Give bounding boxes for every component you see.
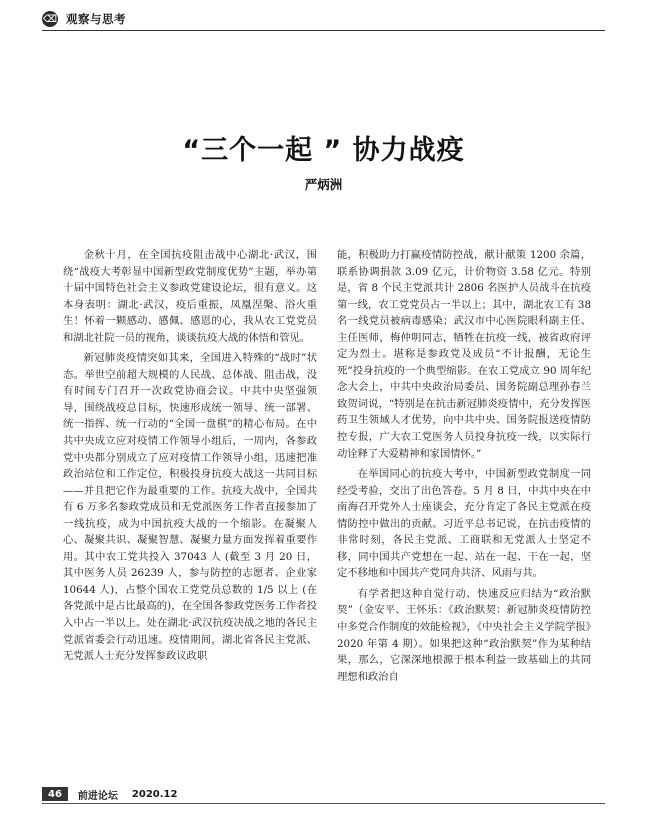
paragraph: 在举国同心的抗疫大考中，中国新型政党制度一同经受考验，交出了出色答卷。5 月 8 日，中共中央在中南海召开党外人士座谈会，充分肯定了各民主党派在疫情防控中做出的贡献。习近平总书记说，在抗击疫情的非常时刻，各民主党派、工商联和无党派人士坚定不移，同中国共产党想在一起、站在一起、干在一起，坚定不移地和中国共产党同舟共济、风雨与共。: [337, 468, 591, 580]
page-header: [42, 8, 126, 30]
journal-name: 前进论坛: [77, 790, 118, 802]
page-number: 46: [42, 787, 68, 801]
article-title: “三个一起 ” 协力战疫: [182, 135, 465, 166]
paragraph-continued: 能，积极助力打赢疫情防控战，献计献策 1200 余篇，联系协调捐款 3.09 亿元，计价物资 3.58 亿元。特别是，省 8 个民主党派共计 2806 名医护人员战斗在抗疫第一线，农工党党员占一半以上；其中，湖北农工有 38 名一线党员被病毒感染；武汉市中心医院眼科副主任、主任医师，梅仲明同志，牺牲在抗疫一线，被省政府评定为烈士。堪称是参政党及成员“不计报酬，无论生死”投身抗疫的一个典型缩影。在农工党成立 90 周年纪念大会上，中共中央政治局委员、国务院副总理孙春兰致贺词说，“特别是在抗击新冠肺炎疫情中，充分发挥医药卫生领域人才优势，向中共中央、国务院报送疫情防控专报，广大农工党医务人员投身抗疫一线，以实际行动诠释了大爱精神和家国情怀。”: [337, 249, 591, 460]
page-footer: [42, 787, 177, 801]
paragraph: 有学者把这种自觉行动、快速反应归结为“政治默契”（金安平、王怀乐：《政治默契：新冠肺炎疫情防控中多党合作制度的效能检视》，《中央社会主义学院学报》2020 年第 4 期）。如果把这种“政治默契”作为某种结果，那么，它深深地根源于根本利益一致基础上的共同理想和政治自: [337, 587, 591, 683]
article-author: 严炳洲: [304, 177, 343, 192]
footer-divider: [42, 803, 605, 804]
header-divider: [42, 30, 605, 31]
paragraph: 新冠肺炎疫情突如其来，全国进入特殊的“战时”状态。举世空前超大规模的人民战、总体战、阻击战，没有时间专门召开一次政党协商会议。中共中央坚强领导，围绕战疫总目标，快速形成统一领导、统一部署、统一指挥、统一行动的“全国一盘棋”的精心布局。在中共中央成立应对疫情工作领导小组后，一周内，各参政党中央都分别成立了应对疫情工作领导小组，迅速把准政治站位和工作定位，积极投身抗疫大战这一共同目标——并且把它作为最重要的工作。抗疫大战中，全国共有 6 万多名参政党成员和无党派医务工作者直接参加了一线抗疫，成为中国抗疫大战的一个缩影。在凝聚人心、凝聚共识、凝聚智慧、凝聚力量方面发挥着重要作用。其中农工党共投入 37043 人 (截至 3 月 20 日，其中医务人员 26239 人，参与防控的志愿者、企业家 10644 人)，占整个国农工党党员总数的 1/5 以上 (在各党派中是占比最高的)，在全国各参政党医务工作者投入中占一半以上。处在湖北·武汉抗疫决战之地的各民主党派省委会行动迅速。疫情期间，湖北省各民主党派、无党派人士充分发挥参政议政职: [63, 352, 317, 663]
section-title: 观察与思考: [66, 12, 126, 26]
section-badge-icon: ⌫: [42, 11, 58, 27]
right-column: [337, 247, 591, 689]
issue-date: 2020.12: [131, 788, 178, 800]
paragraph: 金秋十月，在全国抗疫阻击战中心湖北·武汉，围绕“战疫大考彰显中国新型政党制度优势”主题，举办第十届中国特色社会主义参政党建设论坛，很有意义。这本身表明：湖北·武汉，疫后重振，凤凰涅槃、浴火重生！怀着一颗感动、感佩、感恩的心，我从农工党党员和湖北社院一员的视角，谈谈抗疫大战的体悟和管见。: [63, 249, 317, 344]
left-column: [63, 247, 317, 669]
